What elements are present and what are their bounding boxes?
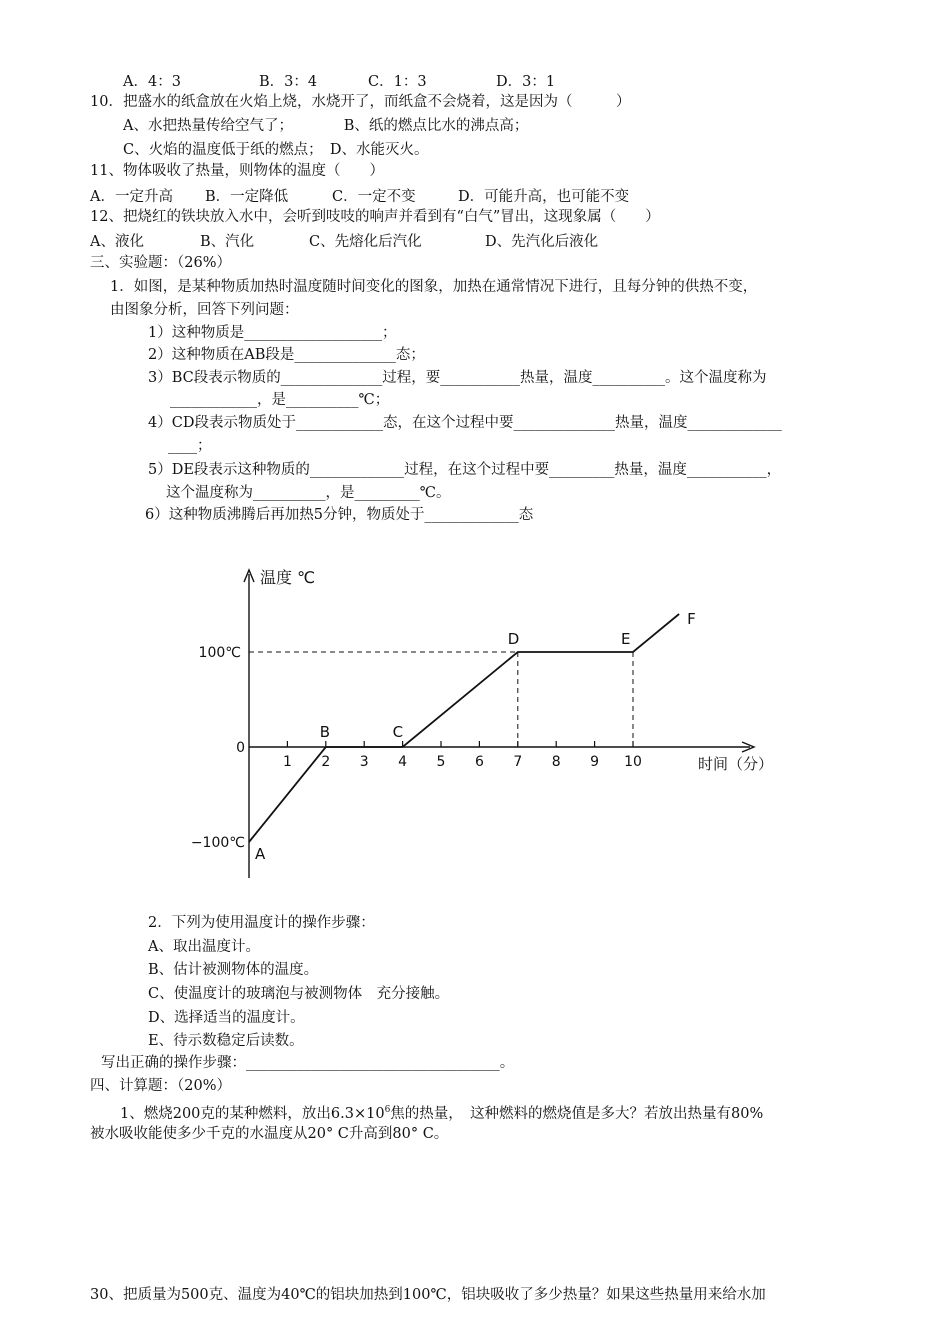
s3-q1-line1: 1．如图，是某种物质加热时温度随时间变化的图象，加热在通常情况下进行，且每分钟的供热不变， <box>110 279 758 295</box>
x-tick-label: 3 <box>359 754 369 770</box>
x-tick-label: 8 <box>551 754 561 770</box>
q11-option-a: A．一定升高 <box>90 189 173 205</box>
point-label-f: F <box>687 610 696 628</box>
s3-q2-step-e: E、待示数稳定后读数。 <box>148 1033 304 1049</box>
point-label-a: A <box>255 845 266 863</box>
s3-sub5b: 这个温度称为__________，是_________℃。 <box>166 485 451 501</box>
y-tick-label: −100℃ <box>190 835 245 851</box>
point-label-b: B <box>319 723 331 741</box>
x-tick-label: 2 <box>321 754 331 770</box>
q11-stem: 11、物体吸收了热量，则物体的温度（ ） <box>90 163 384 179</box>
s3-sub6: 6）这种物质沸腾后再加热5分钟，物质处于_____________态 <box>145 507 534 523</box>
x-tick-label: 5 <box>436 754 446 770</box>
q30-stem: 30、把质量为500克、温度为40℃的铝块加热到100℃，铝块吸收了多少热量？如果这些热量用来给水加 <box>90 1287 766 1303</box>
x-tick-label: 7 <box>513 754 523 770</box>
point-label-c: C <box>392 723 404 741</box>
point-label-e: E <box>621 630 631 648</box>
q12-option-a: A、液化 <box>90 234 144 250</box>
s3-sub3b: ____________，是__________℃； <box>170 392 390 408</box>
s3-sub2: 2）这种物质在AB段是______________态； <box>148 347 425 363</box>
s4-q1-line2: 被水吸收能使多少千克的水温度从20° C升高到80° C。 <box>90 1126 449 1142</box>
s3-q2-step-a: A、取出温度计。 <box>148 939 260 955</box>
q9-option-c: C．1：3 <box>368 74 427 90</box>
q10-stem: 10．把盛水的纸盒放在火焰上烧，水烧开了，而纸盒不会烧着，这是因为（ ） <box>90 94 631 110</box>
y-tick-label: 100℃ <box>198 645 241 661</box>
s4-q1-part2: 焦的热量， 这种燃料的燃烧值是多大？若放出热量有80% <box>390 1105 764 1122</box>
s4-q1-part1: 1、燃烧200克的某种燃料，放出6.3×10 <box>120 1105 385 1122</box>
q10-options-line2: C、火焰的温度低于纸的燃点； D、水能灭火。 <box>123 142 429 158</box>
q11-option-d: D．可能升高，也可能不变 <box>458 189 630 205</box>
point-label-d: D <box>507 630 520 648</box>
temperature-time-chart <box>170 560 830 890</box>
series-line <box>249 614 679 842</box>
x-tick-label: 10 <box>624 754 642 770</box>
s3-sub1: 1）这种物质是___________________； <box>148 325 397 341</box>
q9-option-b: B．3：4 <box>259 74 318 90</box>
s3-q2-step-b: B、估计被测物体的温度。 <box>148 962 319 978</box>
s3-q1-line2: 由图象分析，回答下列问题： <box>110 302 299 318</box>
q9-option-a: A．4：3 <box>123 74 181 90</box>
s3-sub4a: 4）CD段表示物质处于____________态，在这个过程中要______________热量，温度_____________ <box>148 415 782 431</box>
q10-options-line1: A、水把热量传给空气了； B、纸的燃点比水的沸点高； <box>123 118 529 134</box>
x-tick-label: 6 <box>474 754 484 770</box>
q12-option-b: B、汽化 <box>200 234 255 250</box>
s3-q2-step-d: D、选择适当的温度计。 <box>148 1010 305 1026</box>
x-tick-label: 4 <box>398 754 408 770</box>
q11-option-b: B．一定降低 <box>205 189 289 205</box>
q11-option-c: C．一定不变 <box>332 189 416 205</box>
q9-option-d: D．3：1 <box>496 74 556 90</box>
y-tick-label: 0 <box>236 740 245 756</box>
section3-heading: 三、实验题：（26%） <box>90 255 231 271</box>
x-tick-label: 1 <box>282 754 292 770</box>
x-tick-label: 9 <box>590 754 600 770</box>
s3-sub3a: 3）BC段表示物质的______________过程，要___________热量，温度__________。这个温度称为 <box>148 370 767 386</box>
s3-q2-answer: 写出正确的操作步骤：___________________________________。 <box>101 1055 515 1071</box>
q12-stem: 12、把烧红的铁块放入水中，会听到吱吱的响声并看到有“白气”冒出，这现象属（ ） <box>90 209 660 225</box>
y-axis-label: 温度 ℃ <box>260 568 316 587</box>
x-axis-label: 时间（分） <box>698 755 774 773</box>
s3-sub5a: 5）DE段表示这种物质的_____________过程，在这个过程中要_________热量，温度___________， <box>148 462 782 478</box>
q12-option-d: D、先汽化后液化 <box>485 234 599 250</box>
s3-sub4b: ____； <box>168 438 212 454</box>
section4-heading: 四、计算题：（20%） <box>90 1078 231 1094</box>
s3-q2-stem: 2．下列为使用温度计的操作步骤： <box>148 915 375 931</box>
s3-q2-step-c: C、使温度计的玻璃泡与被测物体 充分接触。 <box>148 986 450 1002</box>
s4-q1-line1 <box>120 1100 763 1124</box>
q12-option-c: C、先熔化后汽化 <box>309 234 422 250</box>
s4-q1-exponent: 6 <box>384 1105 391 1115</box>
